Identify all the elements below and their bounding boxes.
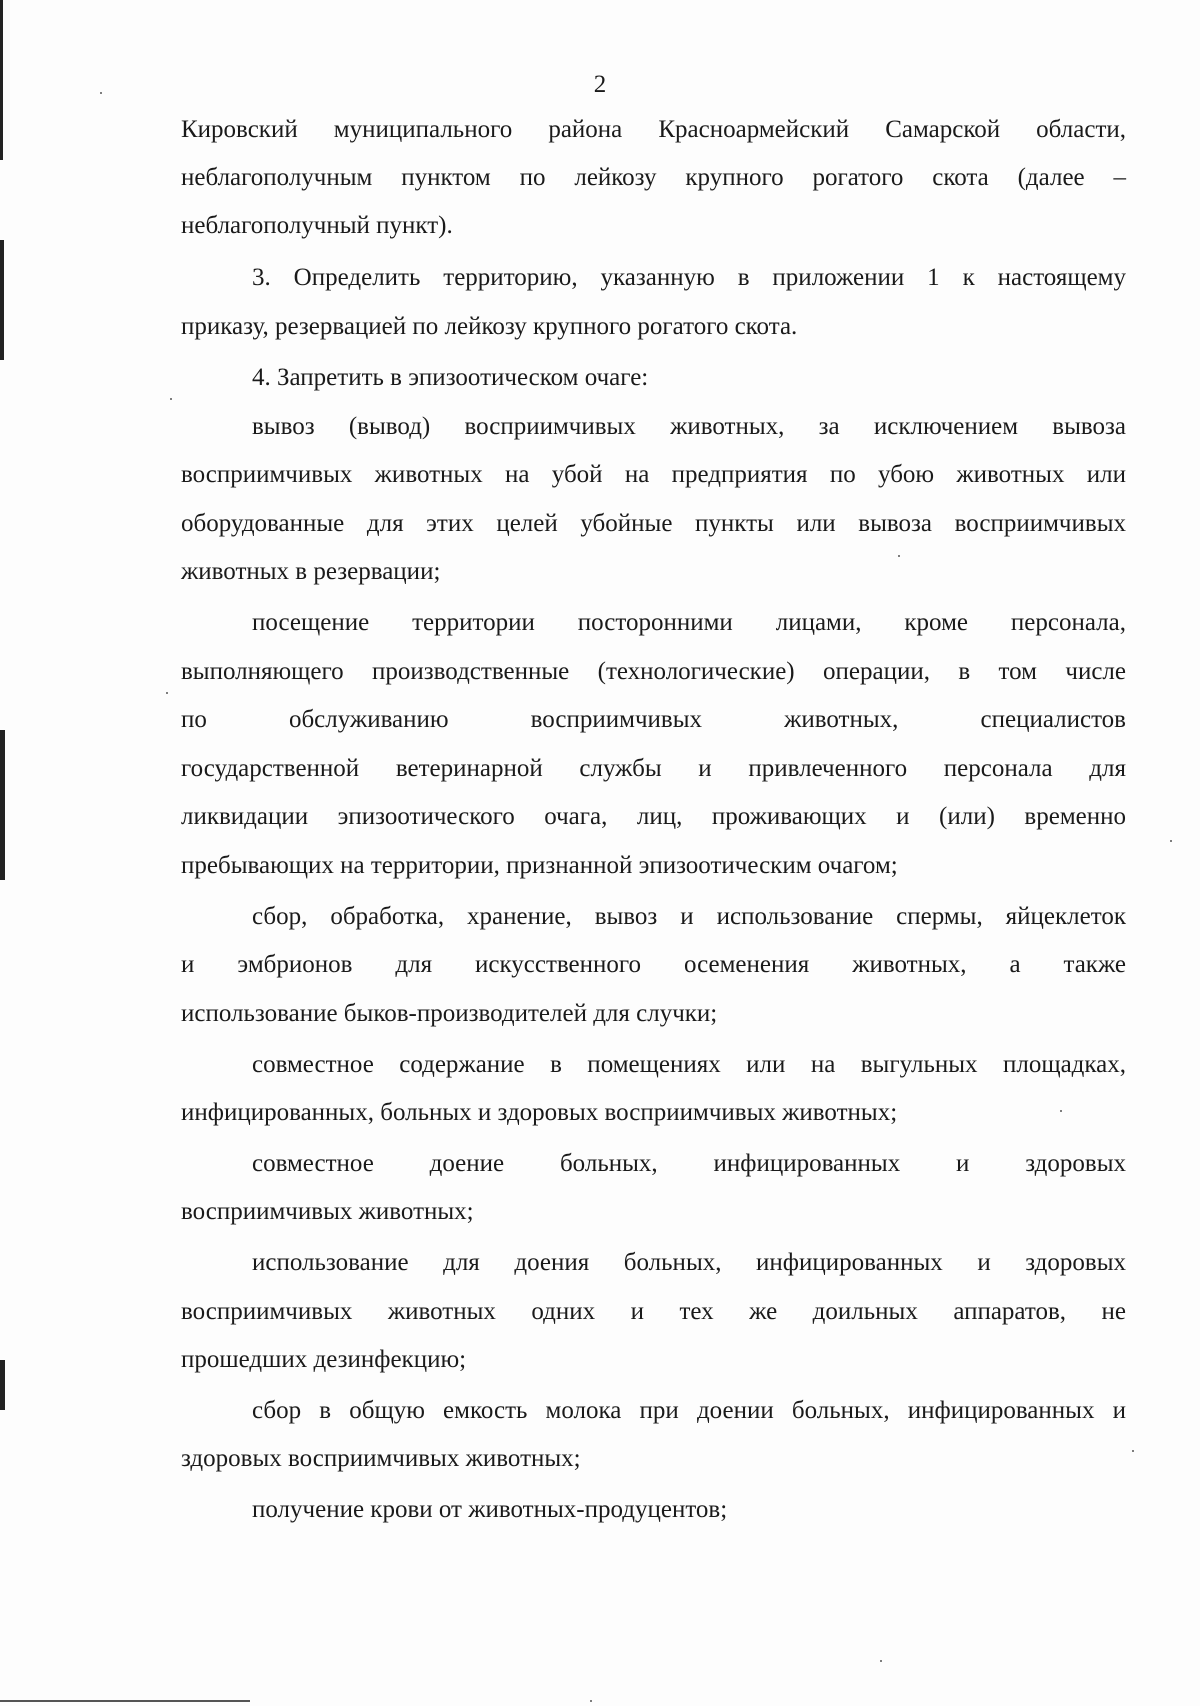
text-line: восприимчивых животных на убой на предприятия по убою животных или xyxy=(181,461,1126,488)
text-line: животных в резервации; xyxy=(181,558,441,585)
text-line: сбор в общую емкость молока при доении больных, инфицированных и xyxy=(252,1397,1126,1424)
text-line: приказу, резервацией по лейкозу крупного рогатого скота. xyxy=(181,313,798,340)
scan-speck xyxy=(1170,840,1172,842)
page-number: 2 xyxy=(593,71,607,98)
text-line: Кировский муниципального района Красноармейский Самарской области, xyxy=(181,116,1126,143)
text-line: 3. Определить территорию, указанную в приложении 1 к настоящему xyxy=(252,264,1126,291)
text-line: инфицированных, больных и здоровых восприимчивых животных; xyxy=(181,1099,898,1126)
text-line: восприимчивых животных; xyxy=(181,1198,474,1225)
scan-speck xyxy=(880,1660,882,1662)
text-line: совместное содержание в помещениях или на выгульных площадках, xyxy=(252,1051,1126,1078)
text-line: вывоз (вывод) восприимчивых животных, за исключением вывоза xyxy=(252,413,1126,440)
scan-speck xyxy=(1060,1110,1062,1112)
scan-speck xyxy=(898,555,900,557)
text-line: неблагополучный пункт). xyxy=(181,212,453,239)
scan-edge-mark xyxy=(0,0,3,160)
scan-speck xyxy=(166,692,168,694)
scan-edge-mark xyxy=(0,1360,5,1410)
text-line: государственной ветеринарной службы и привлеченного персонала для xyxy=(181,755,1126,782)
scan-speck xyxy=(100,92,102,94)
text-line: оборудованные для этих целей убойные пункты или вывоза восприимчивых xyxy=(181,510,1126,537)
text-line: ликвидации эпизоотического очага, лиц, проживающих и (или) временно xyxy=(181,803,1126,830)
text-line: использование для доения больных, инфицированных и здоровых xyxy=(252,1249,1126,1276)
text-line: по обслуживанию восприимчивых животных, специалистов xyxy=(181,706,1126,733)
text-line: сбор, обработка, хранение, вывоз и использование спермы, яйцеклеток xyxy=(252,903,1126,930)
scan-speck xyxy=(590,1700,592,1702)
scan-edge-mark xyxy=(0,1700,250,1702)
text-line: прошедших дезинфекцию; xyxy=(181,1346,467,1373)
scan-edge-mark xyxy=(0,240,4,360)
text-line: получение крови от животных-продуцентов; xyxy=(252,1496,728,1523)
text-line: выполняющего производственные (технологические) операции, в том числе xyxy=(181,658,1126,685)
text-line: и эмбрионов для искусственного осеменения животных, а также xyxy=(181,951,1126,978)
text-line: совместное доение больных, инфицированных и здоровых xyxy=(252,1150,1126,1177)
text-line: пребывающих на территории, признанной эпизоотическим очагом; xyxy=(181,852,898,879)
text-line: здоровых восприимчивых животных; xyxy=(181,1445,581,1472)
text-line: неблагополучным пунктом по лейкозу крупного рогатого скота (далее – xyxy=(181,164,1126,191)
text-line: 4. Запретить в эпизоотическом очаге: xyxy=(252,364,649,391)
scan-speck xyxy=(1132,1450,1134,1452)
text-line: восприимчивых животных одних и тех же доильных аппаратов, не xyxy=(181,1298,1126,1325)
scan-edge-mark xyxy=(0,730,5,880)
text-line: использование быков-производителей для случки; xyxy=(181,1000,718,1027)
text-line: посещение территории посторонними лицами, кроме персонала, xyxy=(252,609,1126,636)
scan-speck xyxy=(170,398,172,400)
